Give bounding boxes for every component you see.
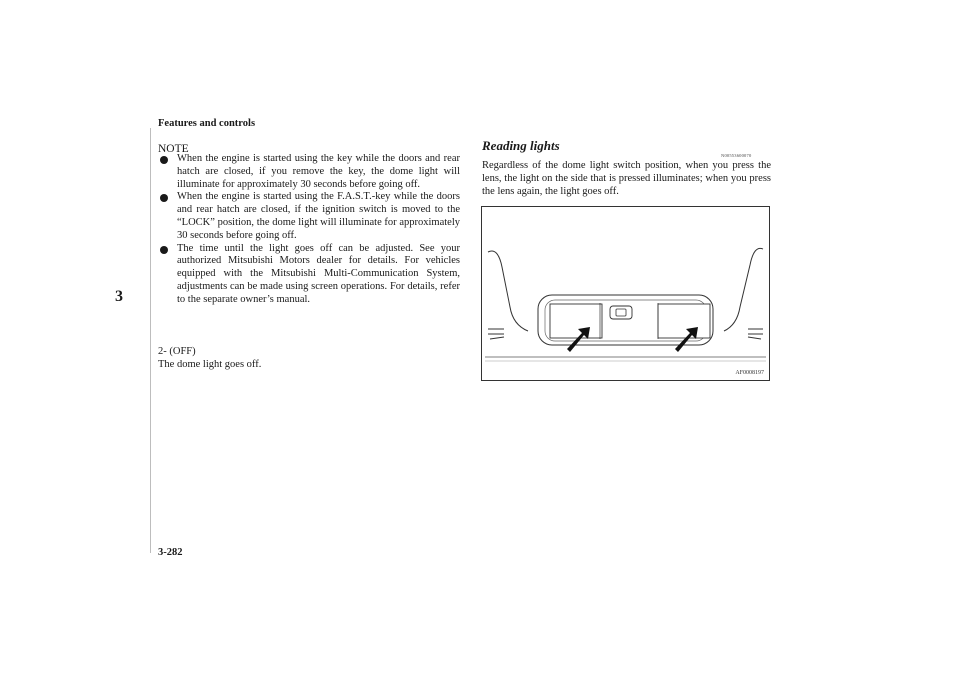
section-body: Regardless of the dome light switch position, when you press the lens, the light on the side that is pressed illuminates; when you press the lens again, the light goes off. [482,160,771,197]
note-bullet-1 [158,153,460,191]
section-header: Features and controls [158,118,256,129]
reading-lights-figure [481,206,770,381]
chapter-tab: 3 [115,288,123,305]
reading-light-illustration [482,207,769,380]
note-bullet-list [158,153,460,307]
note-bullet-3 [158,243,460,307]
switch-position-description: The dome light goes off. [158,359,262,370]
chapter-divider [150,128,151,553]
note-bullet-text: When the engine is started using the F.A.S.T.-key while the doors and rear hatch are closed, if the ignition switch is moved to the “LOCK” position, the dome light will illuminate for approximately 30 seconds before going off. [177,191,460,241]
figure-id: AF0008197 [735,370,764,376]
bullet-icon [160,194,168,202]
note-bullet-text: The time until the light goes off can be adjusted. See your authorized Mitsubishi Motors dealer for details. For vehicles equipped with the Mitsubishi Multi-Communication System, adjustments can be made using screen operations. For details, refer to the separate owner’s manual. [177,242,460,305]
section-code: N00553600070 [721,153,752,158]
note-bullet-text: When the engine is started using the key while the doors and rear hatch are closed, if you remove the key, the dome light will illuminate for approximately 30 seconds before going off. [177,153,460,190]
bullet-icon [160,156,168,164]
section-title: Reading lights [482,138,560,153]
page-number: 3-282 [158,547,183,558]
switch-position-label: 2- (OFF) [158,346,196,357]
bullet-icon [160,246,168,254]
note-bullet-2 [158,191,460,242]
note-label: NOTE [158,143,189,155]
